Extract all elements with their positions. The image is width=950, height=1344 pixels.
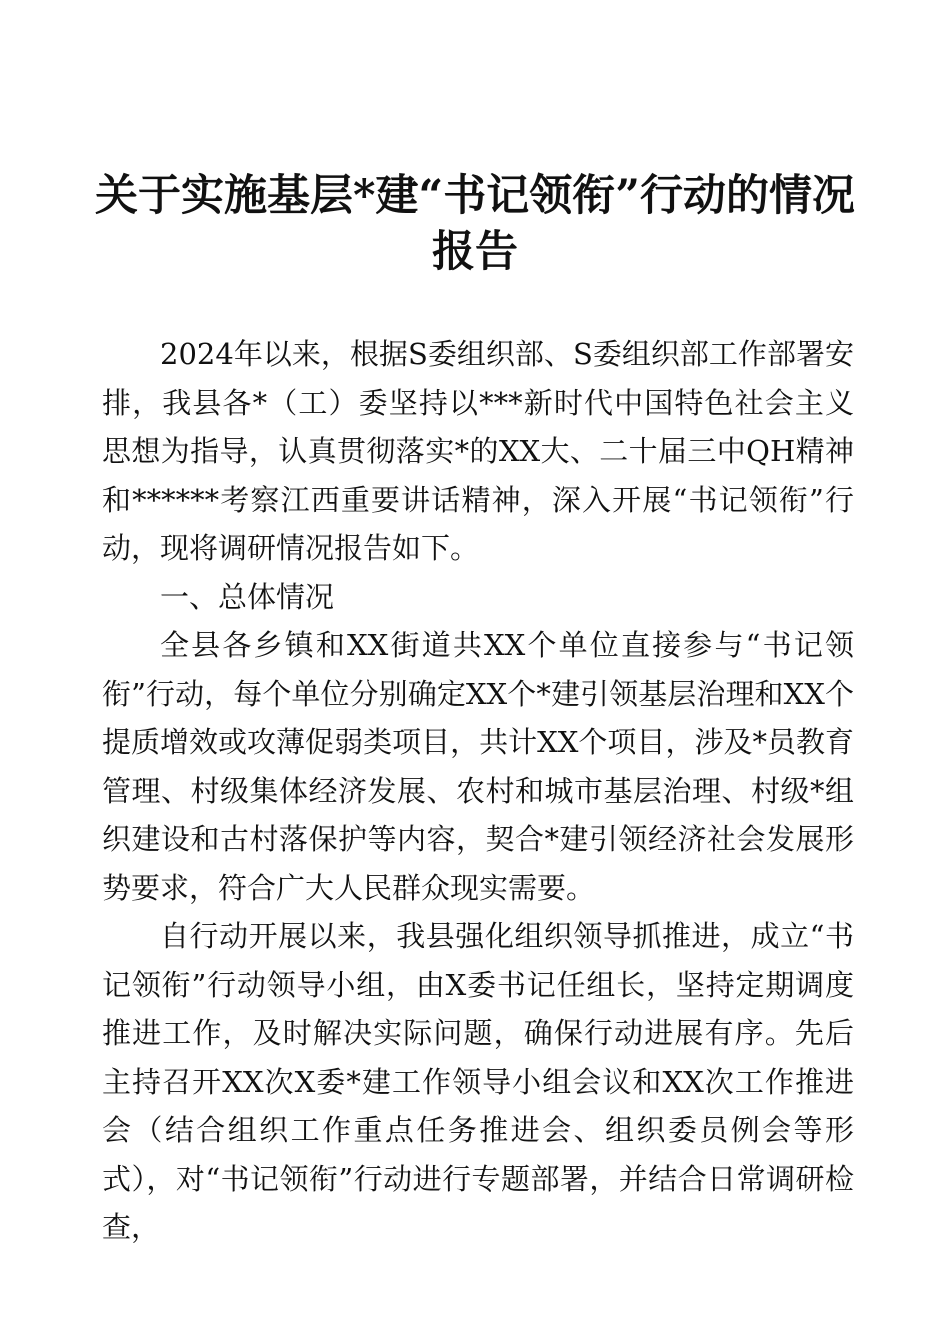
document-body bbox=[102, 330, 854, 1252]
paragraph-organization: 自行动开展以来，我县强化组织领导抓推进，成立“书记领衔”行动领导小组，由X委书记任组长，坚持定期调度推进工作，及时解决实际问题，确保行动进展有序。先后主持召开XX次X委*建工作领导小组会议和XX次工作推进会（结合组织工作重点任务推进会、组织委员例会等形式），对“书记领衔”行动进行专题部署，并结合日常调研检查， bbox=[102, 919, 854, 1244]
paragraph-intro: 2024年以来，根据S委组织部、S委组织部工作部署安排，我县各*（工）委坚持以***新时代中国特色社会主义思想为指导，认真贯彻落实*的XX大、二十届三中QH精神和******考察江西重要讲话精神，深入开展“书记领衔”行动，现将调研情况报告如下。 bbox=[102, 337, 854, 565]
paragraph-overview: 全县各乡镇和XX街道共XX个单位直接参与“书记领衔”行动，每个单位分别确定XX个*建引领基层治理和XX个提质增效或攻薄促弱类项目，共计XX个项目，涉及*员教育管理、村级集体经济发展、农村和城市基层治理、村级*组织建设和古村落保护等内容，契合*建引领经济社会发展形势要求，符合广大人民群众现实需要。 bbox=[102, 628, 854, 905]
section-heading-overview: 一、总体情况 bbox=[160, 579, 335, 614]
document-title: 关于实施基层*建“书记领衔”行动的情况报告 bbox=[95, 171, 855, 277]
